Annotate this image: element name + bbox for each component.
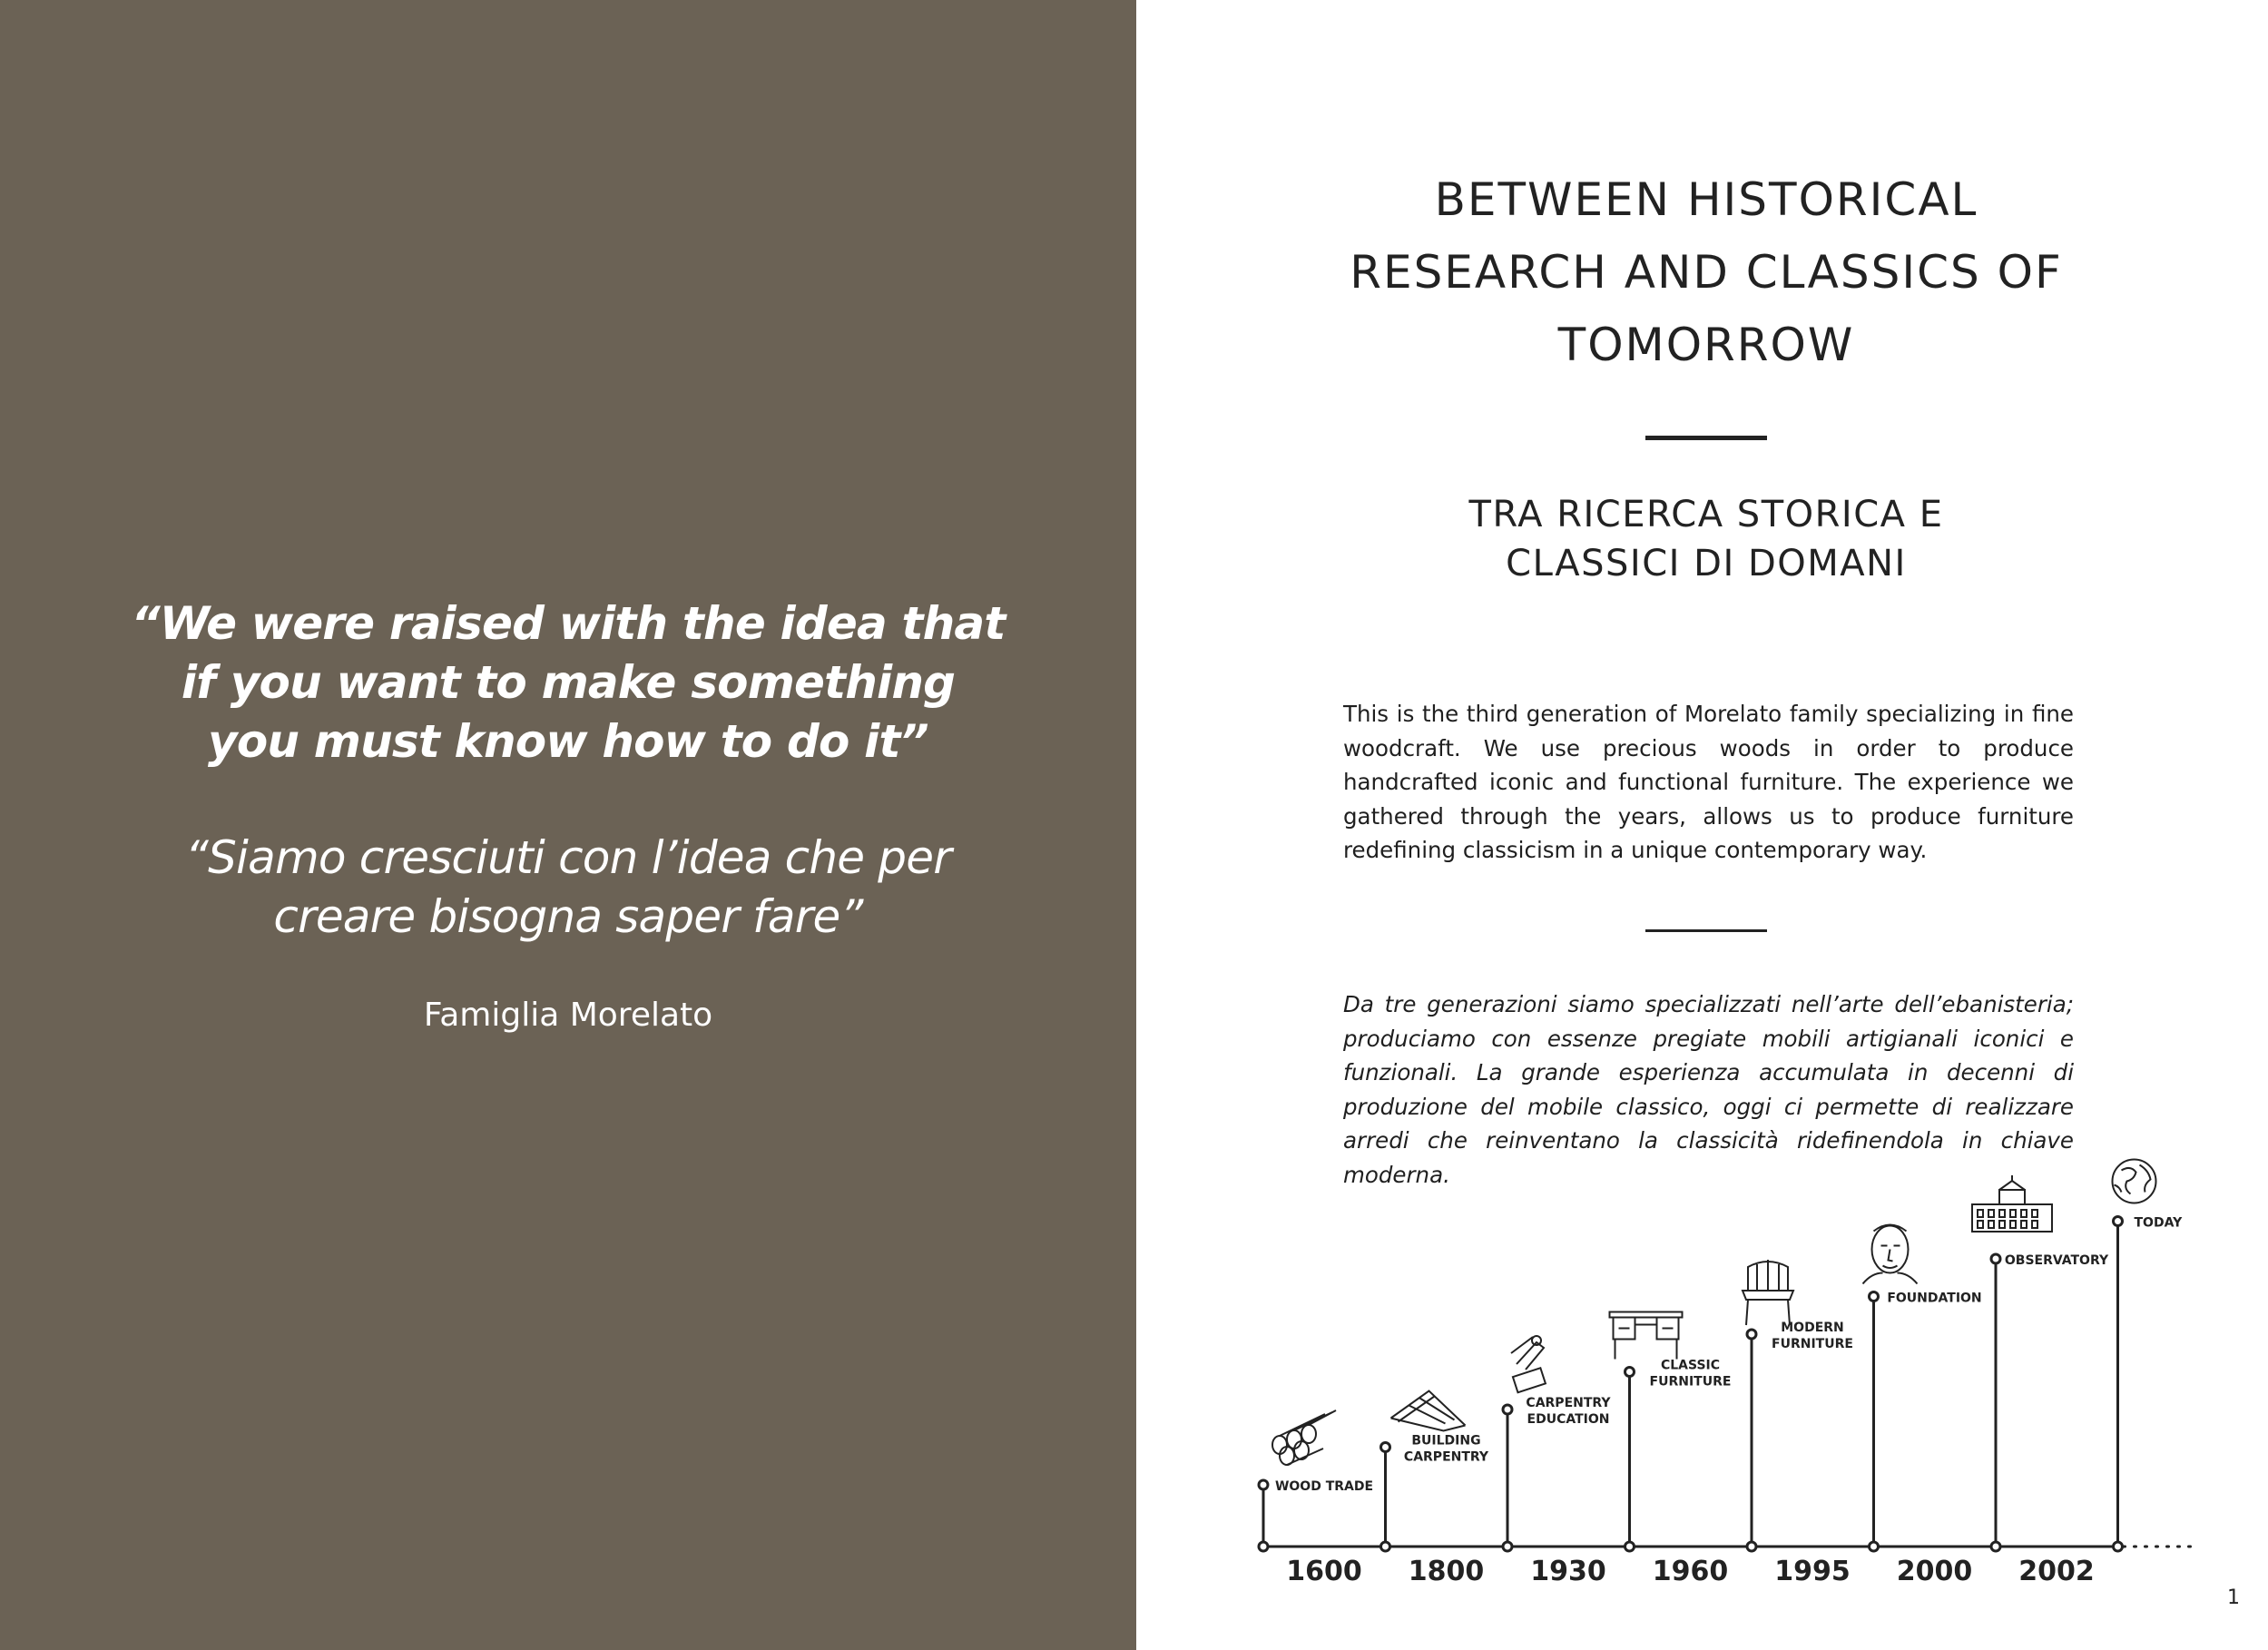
milestone-top-node (1991, 1254, 2000, 1263)
armchair-icon (1743, 1260, 1793, 1325)
globe-icon (2113, 1160, 2156, 1203)
milestone-base-node (1381, 1542, 1390, 1551)
quote-author: Famiglia Morelato (423, 997, 713, 1034)
founder-portrait-icon (1863, 1225, 1918, 1284)
timeline-milestone (1972, 1175, 2109, 1587)
page-number: 1 (2227, 1586, 2240, 1609)
milestone-base-node (1991, 1542, 2000, 1551)
milestone-top-node (1625, 1368, 1635, 1377)
timeline-milestone (1381, 1391, 1489, 1588)
milestone-top-node (1381, 1443, 1390, 1452)
milestone-top-node (1503, 1405, 1512, 1414)
milestone-label: FURNITURE (1772, 1337, 1853, 1351)
milestone-label: EDUCATION (1527, 1412, 1610, 1427)
milestone-year: 1960 (1652, 1556, 1729, 1587)
page-subtitle: TRA RICERCA STORICA E CLASSICI DI DOMANI (1468, 494, 1944, 584)
roof-truss-icon (1391, 1391, 1466, 1431)
milestone-label: FURNITURE (1649, 1374, 1732, 1390)
milestone-year: 1930 (1530, 1556, 1606, 1587)
desk-icon (1610, 1312, 1683, 1360)
milestone-top-node (1747, 1330, 1756, 1339)
milestone-label: CLASSIC (1660, 1358, 1721, 1373)
milestone-year: 1995 (1774, 1556, 1851, 1587)
intro-paragraph-italian: Da tre generazioni siamo specializzati nell’arte dell’ebanisteria; produciamo con essenze pregiate mobili artigianali iconici e funzionali. La grande esperienza accumulata in decenni di produzione del mobile classico, oggi ci permette di realizzare arredi che reinventano la classicità ridefinendola in chiave moderna. (1343, 991, 2074, 1188)
milestone-base-node (1747, 1542, 1756, 1551)
quote-italian: “Siamo cresciuti con l’idea che per creare bisogna saper fare” (185, 831, 951, 943)
milestone-base-node (1625, 1542, 1635, 1551)
milestone-label: WOOD TRADE (1274, 1479, 1374, 1494)
milestone-year: 2000 (1896, 1556, 1973, 1587)
milestone-top-node (2114, 1217, 2123, 1226)
milestone-base-node (1870, 1542, 1879, 1551)
milestone-base-node (1259, 1542, 1268, 1551)
milestone-top-node (1259, 1480, 1268, 1489)
timeline-milestone (2113, 1160, 2184, 1552)
milestone-label: CARPENTRY (1526, 1396, 1611, 1410)
intro-paragraph-english: This is the third generation of Morelato family specializing in fine woodcraft. We use precious woods in order to produce handcrafted iconic and functional furniture. The experience we gathered through the years, allows us to produce furniture redefining classicism in a unique contemporary way. (1343, 701, 2074, 863)
milestone-base-node (2114, 1542, 2123, 1551)
milestone-year: 1600 (1286, 1556, 1362, 1587)
timeline-milestone (1743, 1260, 1853, 1587)
milestone-label: OBSERVATORY (2004, 1253, 2109, 1268)
milestone-label: FOUNDATION (1887, 1291, 1982, 1306)
milestone-top-node (1870, 1292, 1879, 1301)
timeline-milestone (1259, 1410, 1373, 1587)
milestone-label: TODAY (2134, 1215, 2183, 1231)
milestone-year: 2002 (2018, 1556, 2095, 1587)
milestone-label: BUILDING (1411, 1433, 1481, 1449)
quote-english: “We were raised with the idea that if you want to make something you must know how to do it” (131, 597, 1006, 768)
milestone-base-node (1503, 1542, 1512, 1551)
milestone-year: 1800 (1408, 1556, 1485, 1587)
logs-icon (1272, 1410, 1336, 1465)
timeline-milestone (1503, 1336, 1611, 1587)
milestone-label: CARPENTRY (1403, 1449, 1489, 1465)
villa-building-icon (1972, 1175, 2052, 1232)
carpentry-tools-icon (1511, 1336, 1546, 1392)
page-title: BETWEEN HISTORICAL RESEARCH AND CLASSICS OF TOMORROW (1350, 173, 2063, 371)
milestone-label: MODERN (1781, 1321, 1844, 1335)
timeline-milestone (1863, 1225, 1982, 1588)
